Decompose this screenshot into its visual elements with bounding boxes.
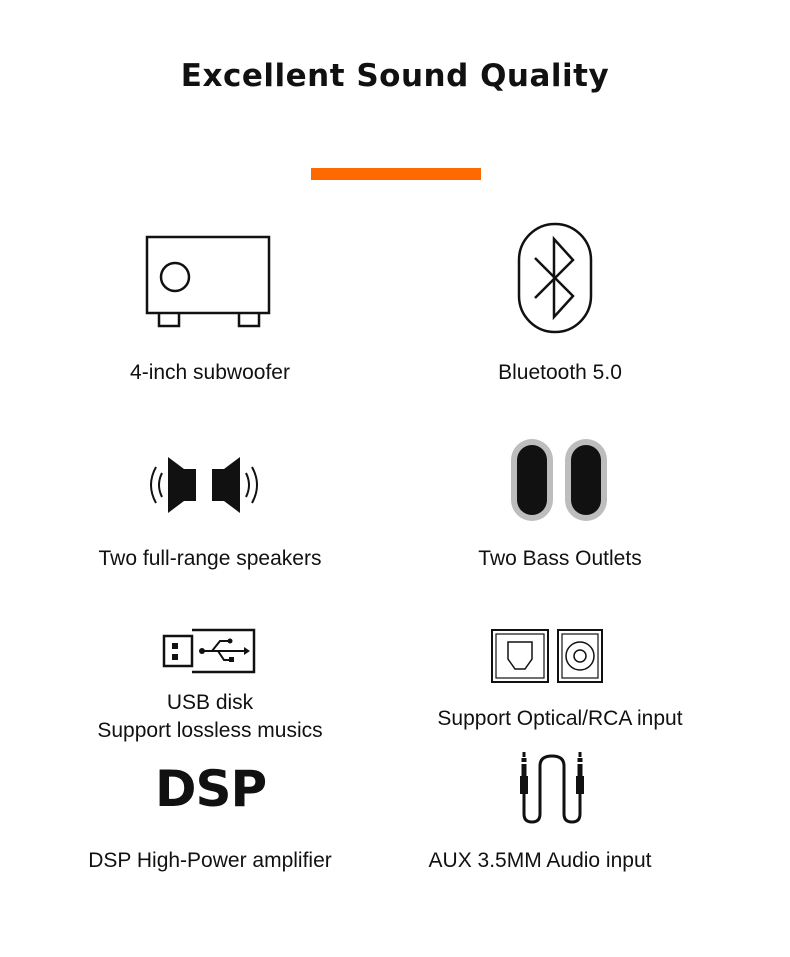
feature-label-line2: Support lossless musics: [97, 719, 323, 742]
feature-label: AUX 3.5MM Audio input: [428, 849, 652, 872]
feature-label: 4-inch subwoofer: [130, 361, 290, 384]
feature-label-line1: USB disk: [166, 691, 254, 714]
bluetooth-icon: [517, 222, 593, 334]
feature-label: Support Optical/RCA input: [437, 707, 683, 730]
bass-outlets-icon: [510, 438, 608, 522]
accent-divider: [311, 168, 481, 180]
subwoofer-icon: [145, 235, 273, 330]
feature-label: Bluetooth 5.0: [498, 361, 622, 384]
optical-rca-icon: [491, 629, 603, 683]
page-title: Excellent Sound Quality: [180, 58, 610, 94]
usb-icon: [162, 628, 258, 674]
dsp-logo: DSP: [155, 760, 267, 818]
feature-label: Two full-range speakers: [98, 547, 322, 570]
aux-cable-icon: [516, 752, 592, 826]
feature-label: Two Bass Outlets: [478, 547, 642, 570]
feature-label: DSP High-Power amplifier: [88, 849, 332, 872]
speakers-icon: [144, 455, 264, 515]
